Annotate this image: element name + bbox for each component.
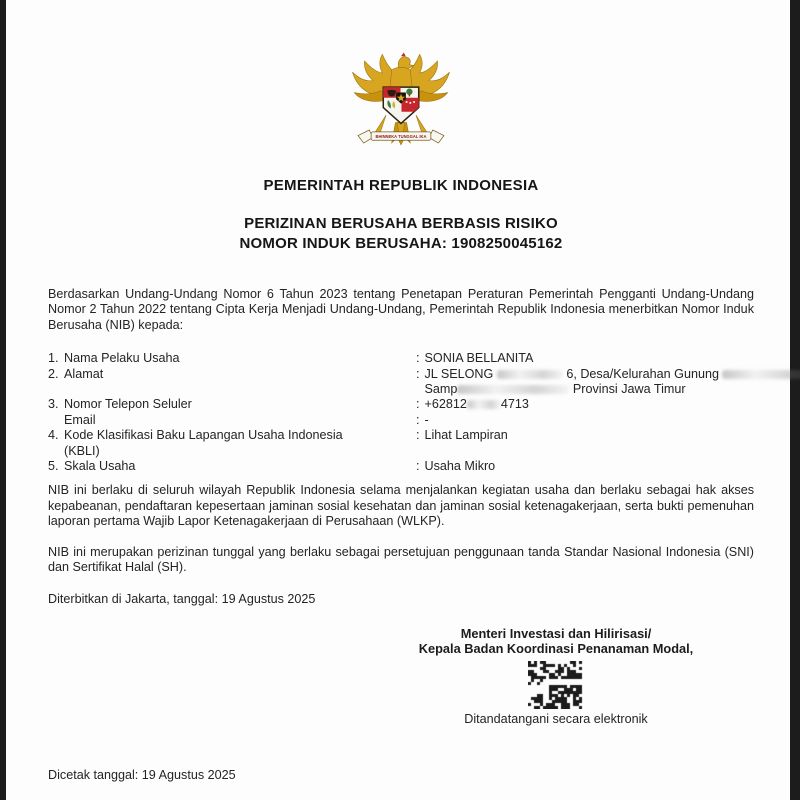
issued-line: Diterbitkan di Jakarta, tanggal: 19 Agustus 2025 [48,591,316,606]
colon: : [416,428,420,443]
field-label: Kode Klasifikasi Baku Lapangan Usaha Indonesia [64,428,343,443]
signatory-title-line2: Kepala Badan Koordinasi Penanaman Modal, [418,640,694,656]
address-fragment: 6, Desa/Kelurahan Gunung [566,366,719,381]
field-value-empty [416,444,754,459]
emblem-motto-text: BHINNEKA TUNGGAL IKA [375,133,427,139]
signatory-title-line1: Menteri Investasi dan Hilirisasi/ [460,625,652,641]
colon: : [416,351,420,366]
field-label: Nomor Telepon Seluler [64,397,192,412]
field-row-nama-pelaku-usaha [48,351,754,366]
phone-fragment: +62812 [424,397,467,412]
field-row-alamat-continued [48,382,754,397]
colon: : [416,366,420,381]
document-title: PERIZINAN BERUSAHA BERBASIS RISIKO [244,215,558,232]
address-fragment: Provinsi Jawa Timur [572,382,686,397]
field-number-empty [48,382,64,397]
intro-paragraph: Berdasarkan Undang-Undang Nomor 6 Tahun 2023 tentang Penetapan Peraturan Pemerintah Pengganti Undang-Undang Nomor 2 Tahun 2022 tentang Cipta Kerja Menjadi Undang-Undang, Pemerintah Republik Indonesia menerbitkan Nomor Induk Berusaha (NIB) kepada: [48,287,754,332]
redacted-text [722,370,800,379]
phone-fragment: 4713 [500,397,529,412]
field-number: 1. [48,351,59,366]
field-number: 5. [48,459,59,474]
colon: : [416,412,420,427]
address-fragment: JL SELONG [424,366,494,381]
field-row-alamat [48,367,754,382]
email-fragment: - [424,412,429,427]
colon: : [416,459,420,474]
field-label: Email [64,412,96,427]
field-number: 2. [48,366,59,381]
field-row-kbli [48,428,754,443]
field-row-kbli-continued [48,444,754,459]
address-line-1 [416,367,800,382]
address-fragment: Samp [424,382,458,397]
emblem-container [48,0,754,163]
garuda-pancasila-emblem [345,46,457,158]
field-number: 4. [48,428,59,443]
business-detail-fields [48,351,754,474]
redacted-text [467,400,501,409]
kbli-fragment: Lihat Lampiran [424,428,508,443]
kbli-value [416,428,754,443]
printed-date-line: Dicetak tanggal: 19 Agustus 2025 [48,768,236,783]
colon: : [416,397,420,412]
validity-paragraph: NIB ini berlaku di seluruh wilayah Republik Indonesia selama menjalankan kegiatan usaha dan berlaku sebagai hak akses kepabeanan, pendaftaran kepesertaan jaminan sosial kesehatan dan jaminan sosial ketenagakerjaan, serta bukti pemenuhan laporan pertama Wajib Lapor Ketenagakerjaan di Perusahaan (WLKP). [48,483,754,529]
field-label: Alamat [64,366,104,381]
redacted-text [497,370,563,379]
field-label: Skala Usaha [64,459,136,474]
field-value [416,351,754,366]
certificate-page [6,0,790,800]
field-number-empty [48,444,64,459]
field-label-line2: (KBLI) [64,443,100,458]
business-scale-value [416,459,754,474]
government-title: PEMERINTAH REPUBLIK INDONESIA [263,177,539,194]
nib-number-line: NOMOR INDUK BERUSAHA: 1908250045162 [239,235,563,252]
field-row-email [48,413,754,428]
email-value [416,413,754,428]
field-row-skala-usaha [48,459,754,474]
redacted-text [457,385,569,394]
digital-signature-qr-code [528,661,584,709]
field-number: 3. [48,397,59,412]
photo-edge-right [790,0,800,800]
address-line-2 [416,382,754,397]
single-permit-paragraph: NIB ini merupakan perizinan tunggal yang berlaku sebagai persetujuan penggunaan tanda Standar Nasional Indonesia (SNI) dan Sertifikat Halal (SH). [48,544,754,575]
signature-block [384,626,728,727]
scale-fragment: Usaha Mikro [424,459,496,474]
field-label: Nama Pelaku Usaha [64,351,180,366]
electronic-signature-note: Ditandatangani secara elektronik [464,712,648,727]
phone-value [416,397,754,412]
field-label-empty [64,382,416,397]
field-row-telepon [48,397,754,412]
business-owner-name: SONIA BELLANITA [424,351,534,366]
field-number-empty [48,413,64,428]
